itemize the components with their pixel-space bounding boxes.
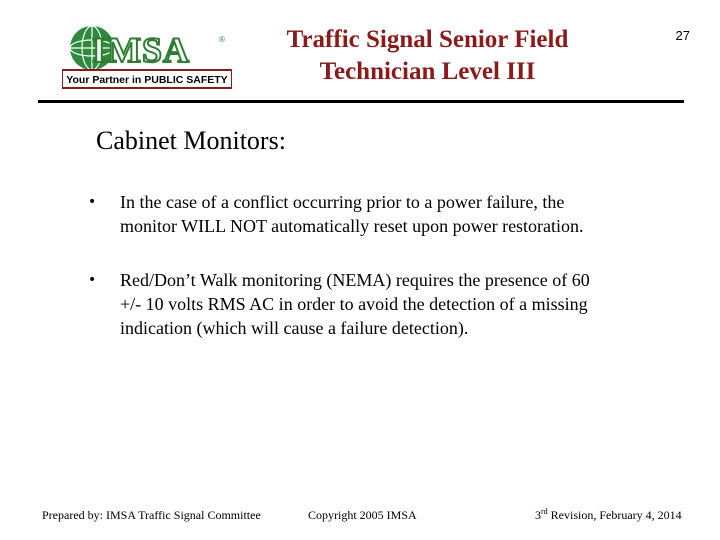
bullet-list (0, 190, 720, 340)
registered-mark: ® (219, 35, 225, 44)
logo-tagline: Your Partner in PUBLIC SAFETY (66, 74, 228, 86)
bullet-icon: • (88, 194, 97, 210)
slide-number: 27 (675, 28, 690, 43)
bullet-item (0, 190, 720, 238)
footer-copyright: Copyright 2005 IMSA (308, 508, 417, 522)
footer-revision (535, 508, 682, 523)
bullet-text: In the case of a conflict occurring prior to a power failure, the monitor WILL NOT automatically reset upon power restoration. (120, 192, 584, 236)
imsa-logo (62, 22, 232, 90)
revision-number: 3 (535, 508, 541, 522)
logo-wordmark: IMSA (92, 30, 191, 70)
section-heading: Cabinet Monitors: (96, 126, 286, 155)
header-divider (38, 100, 684, 103)
revision-ordinal: rd (541, 507, 548, 516)
bullet-icon: • (88, 272, 97, 288)
bullet-text: Red/Don’t Walk monitoring (NEMA) requires the presence of 60 +/- 10 volts RMS AC in order to avoid the detection of a missing indication (which will cause a failure detection). (120, 270, 590, 338)
title-line-2: Technician Level III (319, 58, 536, 85)
revision-date: Revision, February 4, 2014 (547, 508, 682, 522)
title-line-1: Traffic Signal Senior Field (286, 26, 569, 53)
imsa-logo-graphic (62, 22, 232, 90)
bullet-item (0, 268, 720, 340)
slide-title (250, 24, 605, 88)
footer-prepared-by: Prepared by: IMSA Traffic Signal Committee (42, 508, 261, 522)
